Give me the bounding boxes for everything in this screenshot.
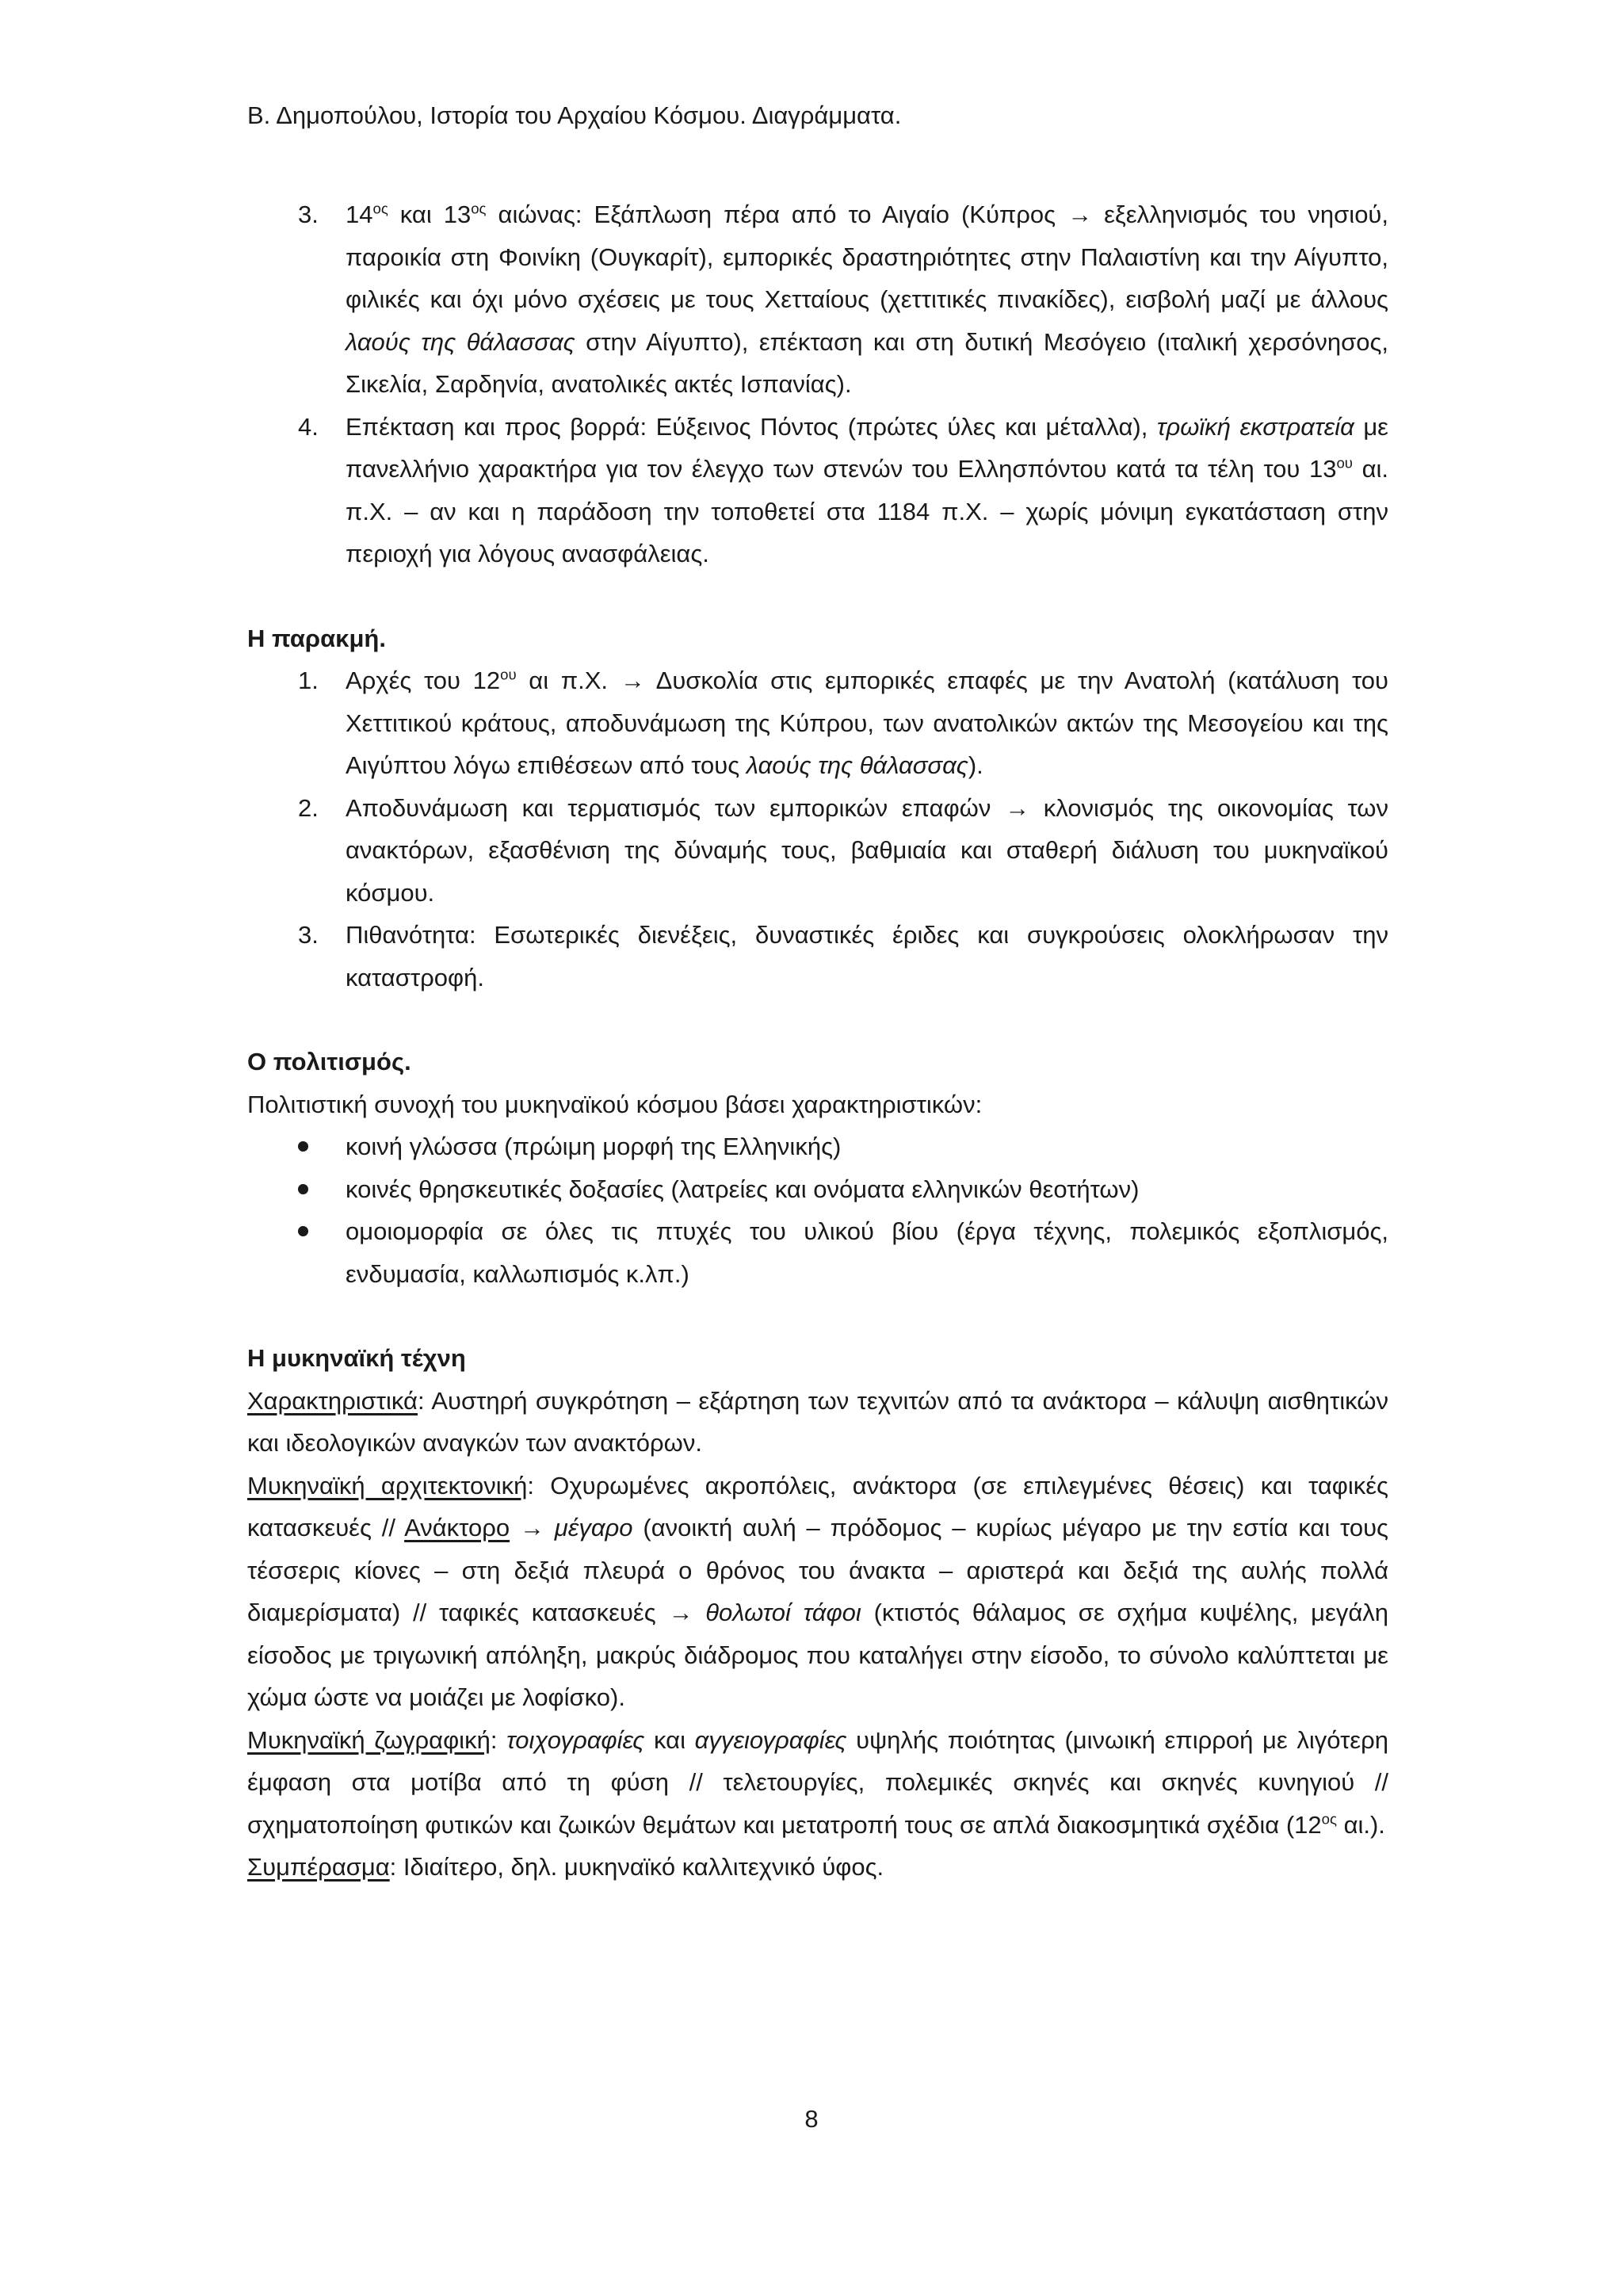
bullet-item: κοινές θρησκευτικές δοξασίες (λατρείες και ονόματα ελληνικών θεοτήτων) — [247, 1168, 1388, 1211]
art-characteristics: Χαρακτηριστικά: Αυστηρή συγκρότηση – εξάρτηση των τεχνιτών από τα ανάκτορα – κάλυψη αισθητικών και ιδεολογικών αναγκών των ανακτόρων. — [247, 1386, 1388, 1457]
italic-term: μέγαρο — [554, 1514, 633, 1541]
decline-item-1: 1. Αρχές του $12^{o\upsilon}$ αι π.Χ. → Δυσκολία στις εμπορικές επαφές με την Ανατολή (κατάλυση του Χεττιτικού κράτους, αποδυνάμωση της Κύπρου, των ανατολικών ακτών της Μεσογείου και της Αιγύπτου λόγω επιθέσεων από τους λαούς της θάλασσας). — [247, 659, 1388, 787]
art-painting: Μυκηναϊκή ζωγραφική: τοιχογραφίες και αγγειογραφίες υψηλής ποιότητας (μινωική επιρροή με λιγότερη έμφαση στα μοτίβα από τη φύση // τελετουργίες, πολεμικές σκηνές και σκηνές κυνηγιού // σχηματοποίηση φυτικών και ζωικών θεμάτων και μετατροπή τους σε απλά διακοσμητικά σχέδια ($12^{o\varsigma}$ αι.). — [247, 1725, 1389, 1839]
underlined-label: Χαρακτηριστικά — [247, 1386, 418, 1415]
culture-intro: Πολιτιστική συνοχή του μυκηναϊκού κόσμου βάσει χαρακτηριστικών: — [247, 1090, 983, 1118]
page-body — [247, 193, 1388, 1889]
bullet-icon — [298, 1226, 308, 1236]
expansion-item-4: 4. Επέκταση και προς βορρά: Εύξεινος Πόντος (πρώτες ύλες και μέταλλα), τρωϊκή εκστρατεία με πανελλήνιο χαρακτήρα για τον έλεγχο των στενών του Ελλησπόντου κατά τα τέλη του $13^{o\upsilon}$ αι. π.Χ. – αν και η παράδοση την τοποθετεί στα 1184 π.Χ. – χωρίς μόνιμη εγκατάσταση στην περιοχή για λόγους ανασφάλειας. — [247, 406, 1388, 575]
italic-term: θολωτοί τάφοι — [705, 1599, 861, 1626]
item-number: 4. — [298, 412, 319, 441]
art-architecture: Μυκηναϊκή αρχιτεκτονική: Οχυρωμένες ακροπόλεις, ανάκτορα (σε επιλεγμένες θέσεις) και ταφικές κατασκευές // Ανάκτορο → μέγαρο (ανοικτή αυλή – πρόδομος – κυρίως μέγαρο με την εστία και τους τέσσερις κίονες – στη δεξιά πλευρά ο θρόνος του άνακτα – αριστερά και δεξιά της αυλής πολλά διαμερίσματα) // ταφικές κατασκευές → θολωτοί τάφοι (κτιστός θάλαμος σε σχήμα κυψέλης, μεγάλη είσοδος με τριγωνική απόληξη, μακρύς διάδρομος που καταλήγει στην είσοδο, το σύνολο καλύπτεται με χώμα ώστε να μοιάζει με λοφίσκο). — [247, 1471, 1388, 1711]
decline-list — [247, 659, 1388, 999]
art-conclusion: Συμπέρασμα: Ιδιαίτερο, δηλ. μυκηναϊκό καλλιτεχνικό ύφος. — [247, 1853, 884, 1881]
underlined-label: Μυκηναϊκή αρχιτεκτονική — [247, 1471, 528, 1499]
bullet-icon — [298, 1141, 308, 1152]
section-heading-decline: Η παρακμή. — [247, 624, 386, 652]
expansion-list — [247, 193, 1388, 575]
italic-term: λαούς της θάλασσας — [746, 751, 968, 779]
decline-item-3: 3. Πιθανότητα: Εσωτερικές διενέξεις, δυναστικές έριδες και συγκρούσεις ολοκλήρωσαν την καταστροφή. — [247, 914, 1388, 999]
item-number: 3. — [298, 201, 319, 228]
bullet-icon — [298, 1184, 308, 1194]
bullet-item: ομοιομορφία σε όλες τις πτυχές του υλικού βίου (έργα τέχνης, πολεμικός εξοπλισμός, ενδυμασία, καλλωπισμός κ.λπ.) — [247, 1210, 1388, 1295]
underlined-label: Συμπέρασμα — [247, 1853, 390, 1881]
bullet-item: κοινή γλώσσα (πρώιμη μορφή της Ελληνικής) — [247, 1125, 1388, 1168]
item-number: 3. — [298, 921, 319, 949]
section-heading-culture: Ο πολιτισμός. — [247, 1048, 411, 1075]
italic-term: αγγειογραφίες — [694, 1725, 847, 1754]
italic-term: λαούς της θάλασσας — [346, 327, 575, 356]
underlined-term: Ανάκτορο — [404, 1514, 510, 1541]
section-heading-art: Η μυκηναϊκή τέχνη — [247, 1344, 466, 1372]
expansion-item-3: 3. $14^{o\varsigma}$ και $13^{o\varsigma}$ αιώνας: Εξάπλωση πέρα από το Αιγαίο (Κύπρος → εξελληνισμός του νησιού, παροικία στη Φοινίκη (Ουγκαρίτ), εμπορικές δραστηριότητες στην Παλαιστίνη και την Αίγυπτο, φιλικές και όχι μόνο σχέσεις με τους Χετταίους (χεττιτικές πινακίδες), εισβολή μαζί με άλλους λαούς της θάλασσας στην Αίγυπτο), επέκταση και στη δυτική Μεσόγειο (ιταλική χερσόνησος, Σικελία, Σαρδηνία, ανατολικές ακτές Ισπανίας). — [247, 193, 1388, 406]
italic-term: τρωϊκή εκστρατεία — [1156, 412, 1354, 441]
page-number: 8 — [804, 2105, 819, 2133]
decline-item-2: 2. Αποδυνάμωση και τερματισμός των εμπορικών επαφών → κλονισμός της οικονομίας των ανακτόρων, εξασθένιση της δύναμής τους, βαθμιαία και σταθερή διάλυση του μυκηναϊκού κόσμου. — [247, 787, 1388, 915]
item-number: 1. — [298, 667, 319, 694]
italic-term: τοιχογραφίες — [506, 1725, 645, 1754]
culture-bullet-list — [247, 1125, 1388, 1295]
item-number: 2. — [298, 793, 319, 822]
underlined-label: Μυκηναϊκή ζωγραφική — [247, 1725, 491, 1754]
running-header: Β. Δημοπούλου, Ιστορία του Αρχαίου Κόσμου. Διαγράμματα. — [247, 101, 902, 129]
